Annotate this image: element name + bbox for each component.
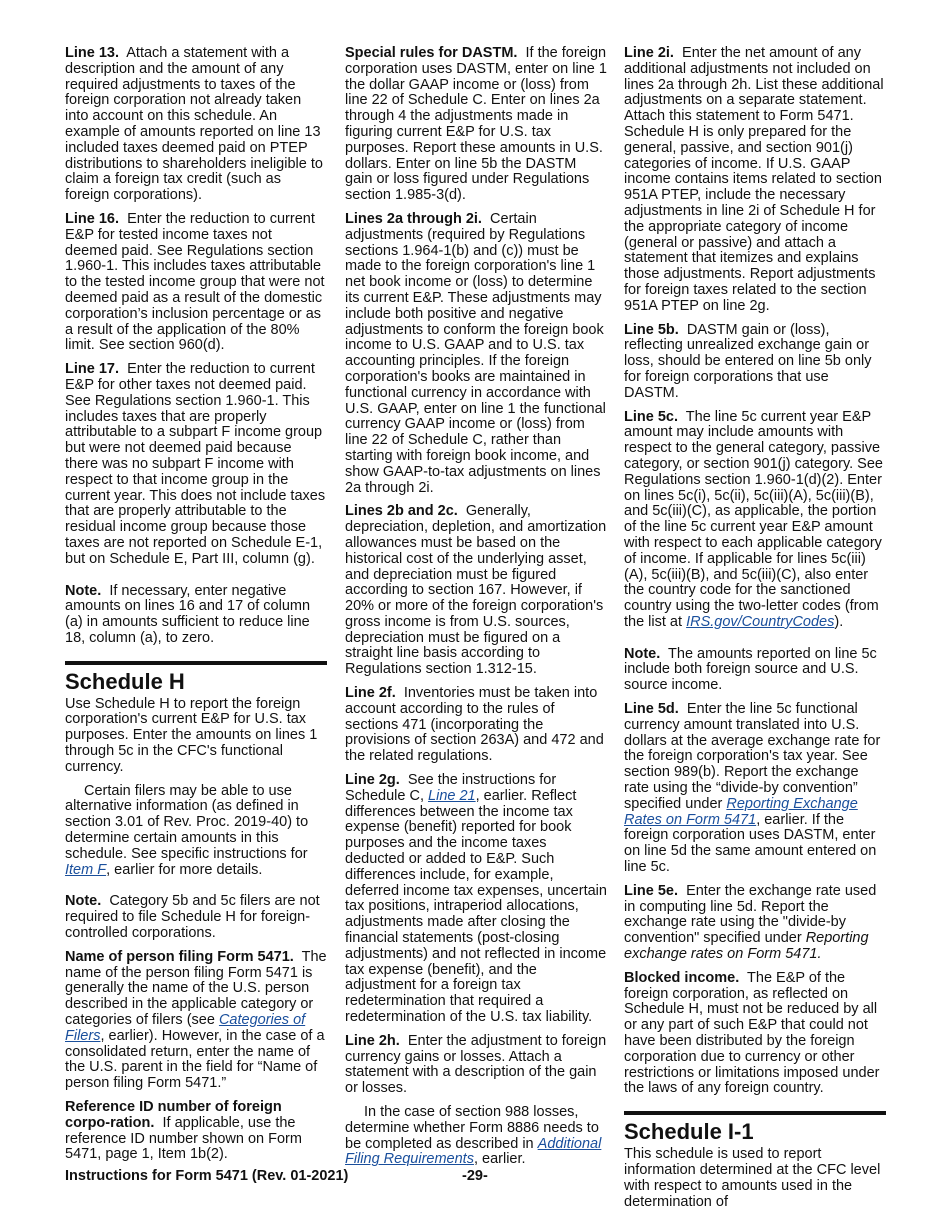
schedule-i1-intro: This schedule is used to report information determined at the CFC level with respect to amounts used in the determination of	[624, 1146, 881, 1210]
line-2f-paragraph	[345, 686, 607, 765]
line-13-heading: Line 13.	[65, 45, 119, 61]
name-of-person-text: The name of the person filing Form 5471 is generally the name of the U.S. person described in the applicable category or categories of filers (see	[65, 948, 327, 1029]
line-13-paragraph	[65, 46, 327, 204]
line-5e-heading: Line 5e.	[624, 882, 678, 899]
line-5b-heading: Line 5b.	[624, 321, 679, 338]
line-21-link[interactable]: Line 21	[428, 787, 476, 804]
line-5c-paragraph	[624, 410, 886, 631]
line-5d-heading: Line 5d.	[624, 701, 679, 718]
section-988-text-end: , earlier.	[473, 1151, 526, 1168]
column-middle	[345, 46, 607, 1176]
item-f-link[interactable]: Item F	[65, 861, 107, 878]
schedule-h-section	[65, 661, 327, 776]
name-of-person-heading: Name of person filing Form 5471.	[65, 948, 294, 965]
note-category-heading: Note.	[65, 893, 102, 910]
footer-title: Instructions for Form 5471 (Rev. 01-2021)	[65, 1168, 349, 1184]
line-2h-paragraph	[345, 1034, 607, 1097]
schedule-i1-section	[624, 1111, 886, 1210]
line-17-text: Enter the reduction to current E&P for other taxes not deemed paid. See Regulations section 1.960-1. This includes taxes that are properly attributable to a subpart F income group but were not deemed paid because there was no subpart F income with respect to that income group in the current year. This does not include taxes that are properly attributable to the residual income group because those taxes are not reported on Schedule E-1, but on Schedule E, Part III, column (g).	[65, 361, 326, 567]
line-2g-paragraph	[345, 773, 607, 1026]
schedule-h-intro: Use Schedule H to report the foreign corporation's current E&P for U.S. tax purposes. Enter the amounts on lines 1 through 5c in the CFC's functional currency.	[65, 695, 318, 775]
lines-2b-2c-text: Generally, depreciation, depletion, and amortization allowances must be based on the historical cost of the underlying asset, and depreciation must be figured according to section 167. However, if 20% or more of the foreign corporation's gross income is from U.S. sources, depreciation must be figured on a straight line basis according to Regulations section 1.312-15.	[345, 503, 607, 678]
line-5e-paragraph	[624, 884, 886, 963]
reference-id-text: If applicable, use the reference ID number shown on Form 5471, page 1, Item 1b(2).	[65, 1114, 302, 1163]
schedule-i1-title: Schedule I-1	[624, 1119, 754, 1145]
dastm-heading: Special rules for DASTM.	[345, 45, 518, 61]
categories-of-filers-link[interactable]: Categories of Filers	[65, 1012, 306, 1044]
line-2g-text: See the instructions for Schedule C,	[345, 772, 557, 804]
page-number: -29-	[462, 1168, 488, 1184]
page-footer	[65, 1169, 886, 1185]
line-5e-italic-reference: Reporting exchange rates on Form 5471.	[624, 930, 869, 963]
section-988-text: In the case of section 988 losses, determine whether Form 8886 needs to be completed as described in	[345, 1104, 599, 1152]
lines-2b-2c-heading: Lines 2b and 2c.	[345, 503, 458, 520]
blocked-income-paragraph	[624, 971, 886, 1097]
name-of-person-paragraph	[65, 950, 327, 1092]
line-2h-heading: Line 2h.	[345, 1032, 400, 1049]
note-paragraph	[65, 584, 327, 647]
column-left	[65, 46, 327, 1171]
note-5c-text: The amounts reported on line 5c include both foreign source and U.S. source income.	[624, 645, 877, 694]
line-2f-heading: Line 2f.	[345, 685, 396, 702]
reference-id-heading: Reference ID number of foreign corpo-ration.	[65, 1099, 282, 1131]
line-5e-text: Enter the exchange rate used in computing line 5d. Report the exchange rate using the "divide-by convention" specified under	[624, 882, 877, 947]
country-codes-link[interactable]: IRS.gov/CountryCodes	[686, 613, 835, 630]
line-2f-text: Inventories must be taken into account according to the rules of sections 471 (incorporating the provisions of section 263A) and 472 and the related regulations.	[345, 685, 604, 765]
note-category-paragraph	[65, 894, 327, 941]
note-5c-heading: Note.	[624, 645, 661, 662]
line-17-heading: Line 17.	[65, 361, 119, 378]
dastm-text: If the foreign corporation uses DASTM, enter on line 1 the dollar GAAP income or (loss) from line 22 of Schedule C. Enter on lines 2a through 4 the adjustments made in figuring current E&P for U.S. tax purposes. Report these amounts in U.S. dollars. Enter on line 5b the DASTM gain or loss figured under Regulations section 1.985-3(d).	[345, 45, 607, 204]
line-5d-text: Enter the line 5c functional currency amount translated into U.S. dollars at the average exchange rate for the foreign corporation's tax year. See section 989(b). Report the exchange rate using the “divide-by convention” specified under	[624, 701, 881, 812]
alternative-info-paragraph	[65, 784, 327, 879]
dastm-paragraph	[345, 46, 607, 204]
line-5d-paragraph	[624, 702, 886, 876]
line-16-text: Enter the reduction to current E&P for tested income taxes not deemed paid. See Regulations section 1.960-1. This includes taxes attributable to the tested income group that were not deemed paid as a result of the domestic corporation’s inclusion percentage or as a result of the application of the 80% limit. See section 960(d).	[65, 210, 325, 354]
reference-id-paragraph	[65, 1100, 327, 1163]
column-right	[624, 46, 886, 1218]
line-2g-heading: Line 2g.	[345, 772, 400, 789]
line-5c-heading: Line 5c.	[624, 408, 678, 425]
line-5b-paragraph	[624, 323, 886, 402]
line-2h-text: Enter the adjustment to foreign currency gains or losses. Attach a statement with a description of the gain or losses.	[345, 1032, 607, 1097]
line-2g-text-end: , earlier. Reflect differences between the income tax expense (benefit) reported for book purposes and the income taxes deducted or added to E&P. Such differences include, for example, deferred income tax expenses, uncertain tax positions, intraperiod allocations, adjustments made after closing the financial statements (post-closing adjustments) and not reflected in income tax expense (benefit), and the adjustment for a foreign tax redetermination that required a redetermination of the U.S. tax liability.	[345, 787, 607, 1026]
additional-filing-requirements-link[interactable]: Additional Filing Requirements	[345, 1135, 602, 1168]
line-17-paragraph	[65, 362, 327, 567]
alternative-info-text: Certain filers may be able to use alternative information (as defined in section 3.01 of Rev. Proc. 2019-40) to determine certain amounts in this schedule. See specific instructions for	[65, 782, 309, 862]
line-2i-paragraph	[624, 46, 886, 315]
line-5c-text-end: ).	[834, 613, 844, 630]
line-16-heading: Line 16.	[65, 210, 119, 227]
line-5c-text: The line 5c current year E&P amount may include amounts with respect to the general category, passive category, or section 901(j) category. See Regulations section 1.960-1(d)(2). Enter on lines 5c(i), 5c(ii), 5c(iii)(A), 5c(iii)(B), and 5c(iii)(C), as applicable, the portion of the line 5c current year E&P amount with respect to each applicable category of income. If applicable for lines 5c(iii)(A), 5c(iii)(B), and 5c(iii)(C), also enter the country code for the sanctioned country using the two-letter codes (from the list at	[624, 408, 883, 630]
line-5b-text: DASTM gain or (loss), reflecting unrealized exchange gain or loss, should be entered on line 5b only for foreign corporations that use DASTM.	[624, 321, 872, 401]
alternative-info-text-end: , earlier for more details.	[106, 861, 263, 878]
lines-2a-2i-text: Certain adjustments (required by Regulations sections 1.964-1(b) and (c)) must be made to the foreign corporation's line 1 net book income or (loss) to determine its current E&P. These adjustments may include both positive and negative adjustments to conform the foreign book income to U.S. GAAP and to U.S. tax accounting principles. If the foreign corporation's books are maintained in functional currency in accordance with U.S. GAAP, enter on line 1 the functional currency GAAP income or (loss) from line 22 of Schedule C, rather than starting with foreign book income, and show GAAP-to-tax adjustments on lines 2a through 2i.	[345, 210, 606, 496]
note-5c-paragraph	[624, 647, 886, 694]
lines-2a-2i-paragraph	[345, 212, 607, 496]
lines-2a-2i-heading: Lines 2a through 2i.	[345, 210, 482, 227]
blocked-income-text: The E&P of the foreign corporation, as reflected on Schedule H, must not be reduced by all or any part of such E&P that could not have been distributed by the foreign corporation due to currency or other restrictions or limitations imposed under the laws of any foreign country.	[624, 969, 880, 1097]
line-2i-heading: Line 2i.	[624, 45, 674, 61]
schedule-h-title: Schedule H	[65, 668, 185, 694]
blocked-income-heading: Blocked income.	[624, 969, 740, 986]
section-988-paragraph	[345, 1105, 607, 1168]
line-16-paragraph	[65, 212, 327, 354]
note-category-text: Category 5b and 5c filers are not required to file Schedule H for foreign-controlled corporations.	[65, 893, 320, 942]
name-of-person-text-end: , earlier). However, in the case of a consolidated return, enter the name of the U.S. parent in the field for “Name of person filing Form 5471.”	[65, 1027, 325, 1092]
note-text: If necessary, enter negative amounts on lines 16 and 17 of column (a) in amounts sufficient to reduce line 18, column (a), to zero.	[65, 582, 311, 646]
lines-2b-2c-paragraph	[345, 504, 607, 678]
line-2i-text: Enter the net amount of any additional adjustments not included on lines 2a through 2h. List these additional adjustments on a separate statement. Attach this statement to Form 5471. Schedule H is only prepared for the general, passive, and section 901(j) categories of income. If U.S. GAAP income contains items related to section 951A PTEP, include the necessary adjustments in line 2i of Schedule H for the appropriate category of income (general or passive) and attach a statement that itemizes and explains those adjustments. Report adjustments for foreign taxes related to the section 951A PTEP on line 2g.	[624, 45, 884, 314]
note-heading: Note.	[65, 582, 102, 599]
line-13-text: Attach a statement with a description and the amount of any required adjustments to taxes of the foreign corporation not already taken into account on this schedule. An example of amounts reported on line 13 included taxes deemed paid on PTEP distributions to shareholders ineligible to claim a foreign tax credit (such as foreign corporations).	[65, 45, 323, 204]
reporting-exchange-rates-link[interactable]: Reporting Exchange Rates on Form 5471	[624, 795, 858, 828]
line-5d-text-end: , earlier. If the foreign corporation uses DASTM, enter on line 5d the same amount entered on line 5c.	[624, 811, 877, 876]
